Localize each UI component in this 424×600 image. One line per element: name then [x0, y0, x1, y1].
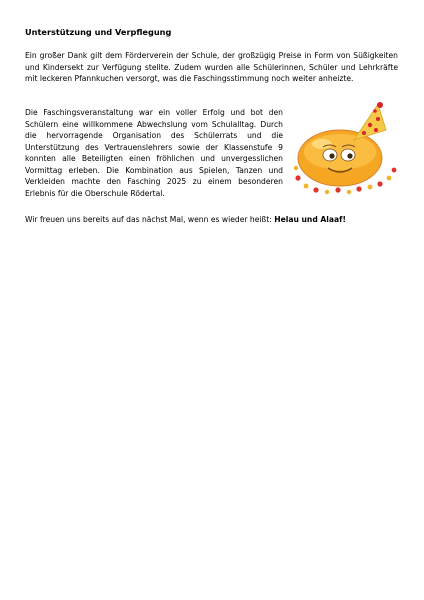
paragraph-closing [25, 214, 405, 226]
paragraph-event-summary: Die Faschingsveranstaltung war ein voller Erfolg und bot den Schülern eine willkommene Abwechslung vom Schulalltag. Durch die hervorragende Organisation des Schülerrats und die Unterstützung des Vertrauenslehrers sowie der Klassenstufe 9 konnten alle Beteiligten einen fröhlichen und unvergesslichen Vormittag erleben. Die Kombination aus Spielen, Tanzen und Verkleiden machte den Fasching 2025 zu einem besonderen Erlebnis für die Oberschule Rödertal. [25, 108, 283, 198]
closing-cheer: Helau und Alaaf! [274, 215, 346, 224]
section-heading: Unterstützung und Verpflegung [25, 27, 172, 37]
pancake-with-party-hat-icon [292, 100, 402, 200]
closing-text: Wir freuen uns bereits auf das nächst Mal, wenn es wieder heißt: [25, 215, 275, 224]
party-hat-icon [354, 102, 386, 140]
paragraph-thanks: Ein großer Dank gilt dem Förderverein der Schule, der großzügig Preise in Form von Süßigkeiten und Kindersekt zur Verfügung stellte. Zudem wurden alle Schülerinnen, Schüler und Lehrkräfte mit leckeren Pfannkuchen versorgt, was die Faschingsstimmung noch weiter anheizte. [25, 51, 398, 83]
